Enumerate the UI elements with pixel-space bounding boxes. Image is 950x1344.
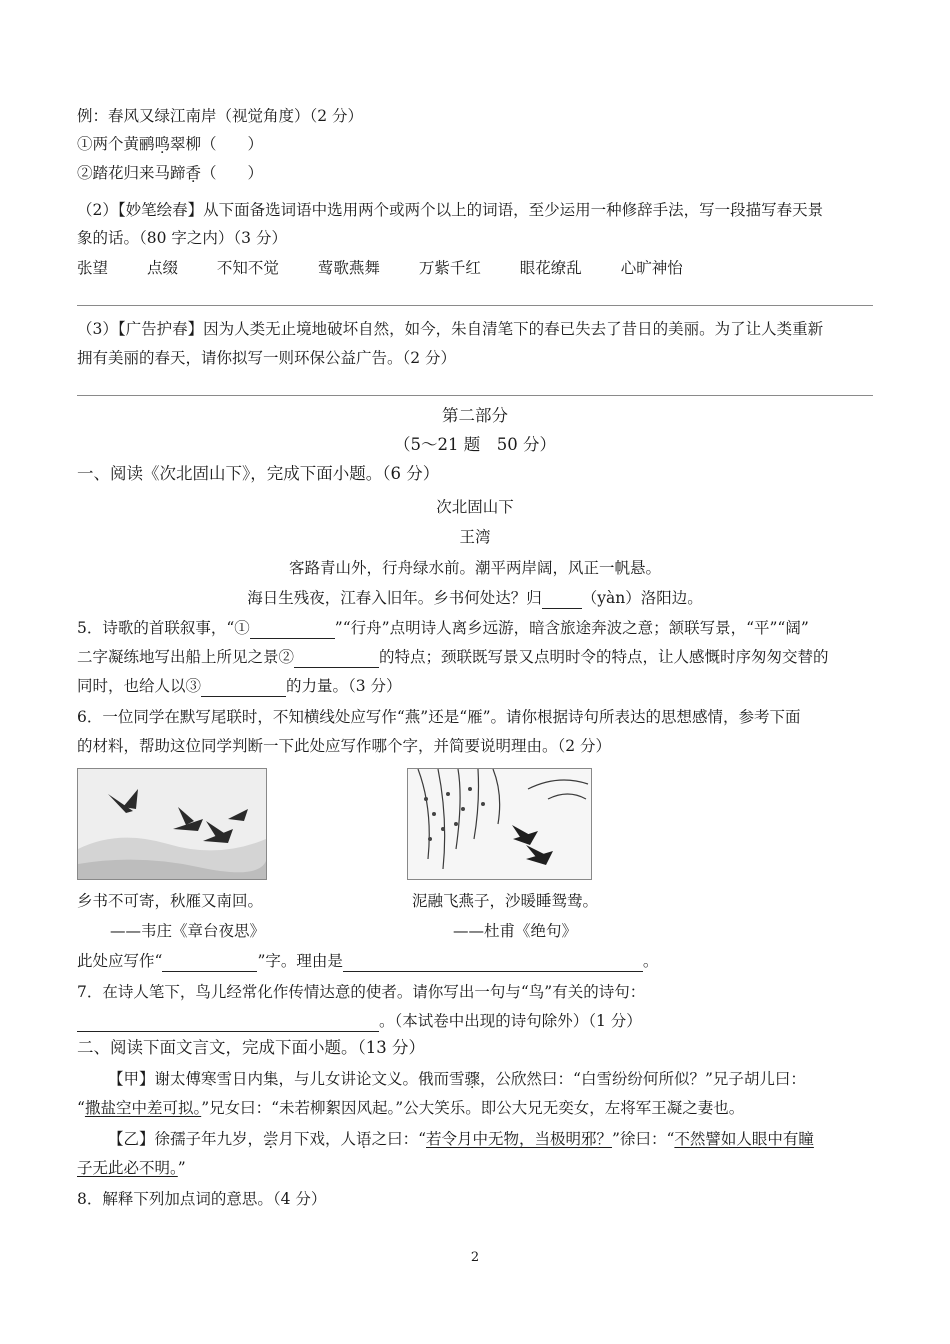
fill-blank-2[interactable] xyxy=(294,651,379,668)
passage-text: “ xyxy=(77,1099,85,1117)
poem-author: 王湾 xyxy=(459,528,491,546)
question-8: 8．解释下列加点词的意思。（4 分） xyxy=(77,1190,327,1208)
item-1: ①两个黄鹂鸣翠柳（ ） xyxy=(77,135,264,153)
q5-text: 的特点；颈联既写景又点明时令的特点，让人感慨时序匆匆交替的 xyxy=(379,648,829,666)
poem-text: 海日生残夜，江春入旧年。乡书何处达？归 xyxy=(247,589,542,607)
question-7-line-1: 7．在诗人笔下，鸟儿经常化作传情达意的使者。请你写出一句与“鸟”有关的诗句： xyxy=(77,983,646,1001)
geese-illustration xyxy=(78,769,266,879)
caption-left: 乡书不可寄，秋雁又南回。 xyxy=(77,892,264,910)
passage-jia-line-1 xyxy=(108,1068,873,1090)
item-2: ②踏花归来马蹄香（ ） xyxy=(77,164,264,182)
dotted-char: 尝 xyxy=(263,1130,279,1148)
question-5-line-2 xyxy=(77,646,873,668)
section-heading-2: 二、阅读下面文言文，完成下面小题。（13 分） xyxy=(77,1038,425,1057)
word-item: 点缀 xyxy=(146,259,178,277)
part-title: 第二部分 xyxy=(442,406,508,425)
answer-text: 此处应写作“ xyxy=(77,952,163,970)
answer-text: 。 xyxy=(642,952,659,970)
passage-jia-line-2 xyxy=(77,1097,873,1119)
passage-text: 【乙】徐孺子年九岁， xyxy=(108,1130,264,1148)
underlined-sentence: 子无此必不明。 xyxy=(77,1159,178,1177)
passage-text: ” xyxy=(177,1159,186,1177)
poem-line-2 xyxy=(77,587,873,609)
answer-rule[interactable] xyxy=(77,395,873,396)
answer-rule[interactable] xyxy=(77,305,873,306)
word-item: 眼花缭乱 xyxy=(519,259,582,277)
word-item: 张望 xyxy=(77,259,109,277)
passage-text: 之曰：“ xyxy=(371,1130,426,1148)
word-bank xyxy=(77,257,873,279)
question-2-line-1: （2）【妙笔绘春】从下面备选词语中选用两个或两个以上的词语，至少运用一种修辞手法，写一段描写春天景 xyxy=(77,201,824,219)
dotted-char: 语 xyxy=(356,1130,372,1148)
underlined-sentence: 不然譬如人眼中有瞳 xyxy=(674,1130,814,1148)
question-7-line-2 xyxy=(77,1010,873,1032)
answer-text: ”字。理由是 xyxy=(257,952,343,970)
swallows-illustration xyxy=(408,769,591,879)
dotted-char: 骤 xyxy=(464,1070,481,1088)
q5-text: ”“行舟”点明诗人离乡远游，暗含旅途奔波之意；颔联写景，“平”“阔” xyxy=(334,619,809,637)
character-blank[interactable] xyxy=(162,955,257,972)
poem-text: （yàn）洛阳边。 xyxy=(581,589,703,607)
q5-text: 5．诗歌的首联叙事，“① xyxy=(77,619,250,637)
underlined-sentence: 若令月中无物，当极明邪？ xyxy=(426,1130,613,1148)
poem-line-blank[interactable] xyxy=(77,1015,379,1032)
passage-yi-line-1 xyxy=(108,1128,873,1150)
caption-right: 泥融飞燕子，沙暖睡鸳鸯。 xyxy=(412,892,599,910)
word-item: 莺歌燕舞 xyxy=(317,259,380,277)
source-right: ——杜甫《绝句》 xyxy=(453,922,578,940)
poem-title: 次北固山下 xyxy=(436,498,514,516)
fill-blank[interactable] xyxy=(542,592,582,609)
word-item: 万紫千红 xyxy=(418,259,481,277)
question-3-line-1: （3）【广告护春】因为人类无止境地破坏自然，如今，朱自清笔下的春已失去了昔日的美丽。为了让人类重新 xyxy=(77,320,824,338)
fill-blank-1[interactable] xyxy=(250,622,335,639)
example-line: 例：春风又绿江南岸（视觉角度）（2 分） xyxy=(77,107,364,125)
part-subtitle: （5～21 题 50 分） xyxy=(394,435,556,454)
question-5-line-3 xyxy=(77,675,873,697)
passage-text: ，公欣然曰：“白雪纷纷何所似？”兄子胡儿曰： xyxy=(480,1070,806,1088)
section-heading: 一、阅读《次北固山下》，完成下面小题。（6 分） xyxy=(77,464,440,483)
question-5-line-1 xyxy=(77,617,873,639)
underlined-sentence: 撒盐空中差可拟。 xyxy=(84,1099,202,1117)
fill-blank-3[interactable] xyxy=(201,680,286,697)
question-3-line-2: 拥有美丽的春天，请你拟写一则环保公益广告。（2 分） xyxy=(77,349,457,367)
dotted-char: 鸣 xyxy=(154,135,171,153)
passage-yi-line-2 xyxy=(77,1157,873,1179)
page-number: 2 xyxy=(470,1250,480,1265)
word-item: 心旷神怡 xyxy=(620,259,683,277)
question-2-line-2: 象的话。（80 字之内）（3 分） xyxy=(77,229,287,247)
passage-text: 月下戏，人 xyxy=(278,1130,357,1148)
q5-text: 同时，也给人以③ xyxy=(77,677,202,695)
word-item: 不知不觉 xyxy=(216,259,279,277)
passage-text: ”兄女曰：“未若柳絮因风起。”公大笑乐。即公大兄无奕女，左将军王凝之妻也。 xyxy=(201,1099,745,1117)
dotted-char: 香 xyxy=(185,164,202,182)
passage-text: ”徐曰：“ xyxy=(612,1130,675,1148)
reason-blank[interactable] xyxy=(343,955,643,972)
source-left: ——韦庄《章台夜思》 xyxy=(110,922,266,940)
poem-line-1: 客路青山外，行舟绿水前。潮平两岸阔，风正一帆悬。 xyxy=(288,559,661,577)
question-6-line-1: 6．一位同学在默写尾联时，不知横线处应写作“燕”还是“雁”。请你根据诗句所表达的思想感情，参考下面 xyxy=(77,708,801,726)
q5-text: 的力量。（3 分） xyxy=(286,677,402,695)
question-6-line-2: 的材料，帮助这位同学判断一下此处应写作哪个字，并简要说明理由。（2 分） xyxy=(77,737,612,755)
swallows-painting-image xyxy=(407,768,592,880)
q7-text: 。（本试卷中出现的诗句除外）（1 分） xyxy=(379,1012,642,1030)
q5-text: 二字凝练地写出船上所见之景② xyxy=(77,648,295,666)
question-6-answer-line xyxy=(77,950,873,972)
geese-painting-image xyxy=(77,768,267,880)
passage-text: 【甲】谢太傅寒雪日内集，与儿女讲论文义。俄而雪 xyxy=(108,1070,465,1088)
